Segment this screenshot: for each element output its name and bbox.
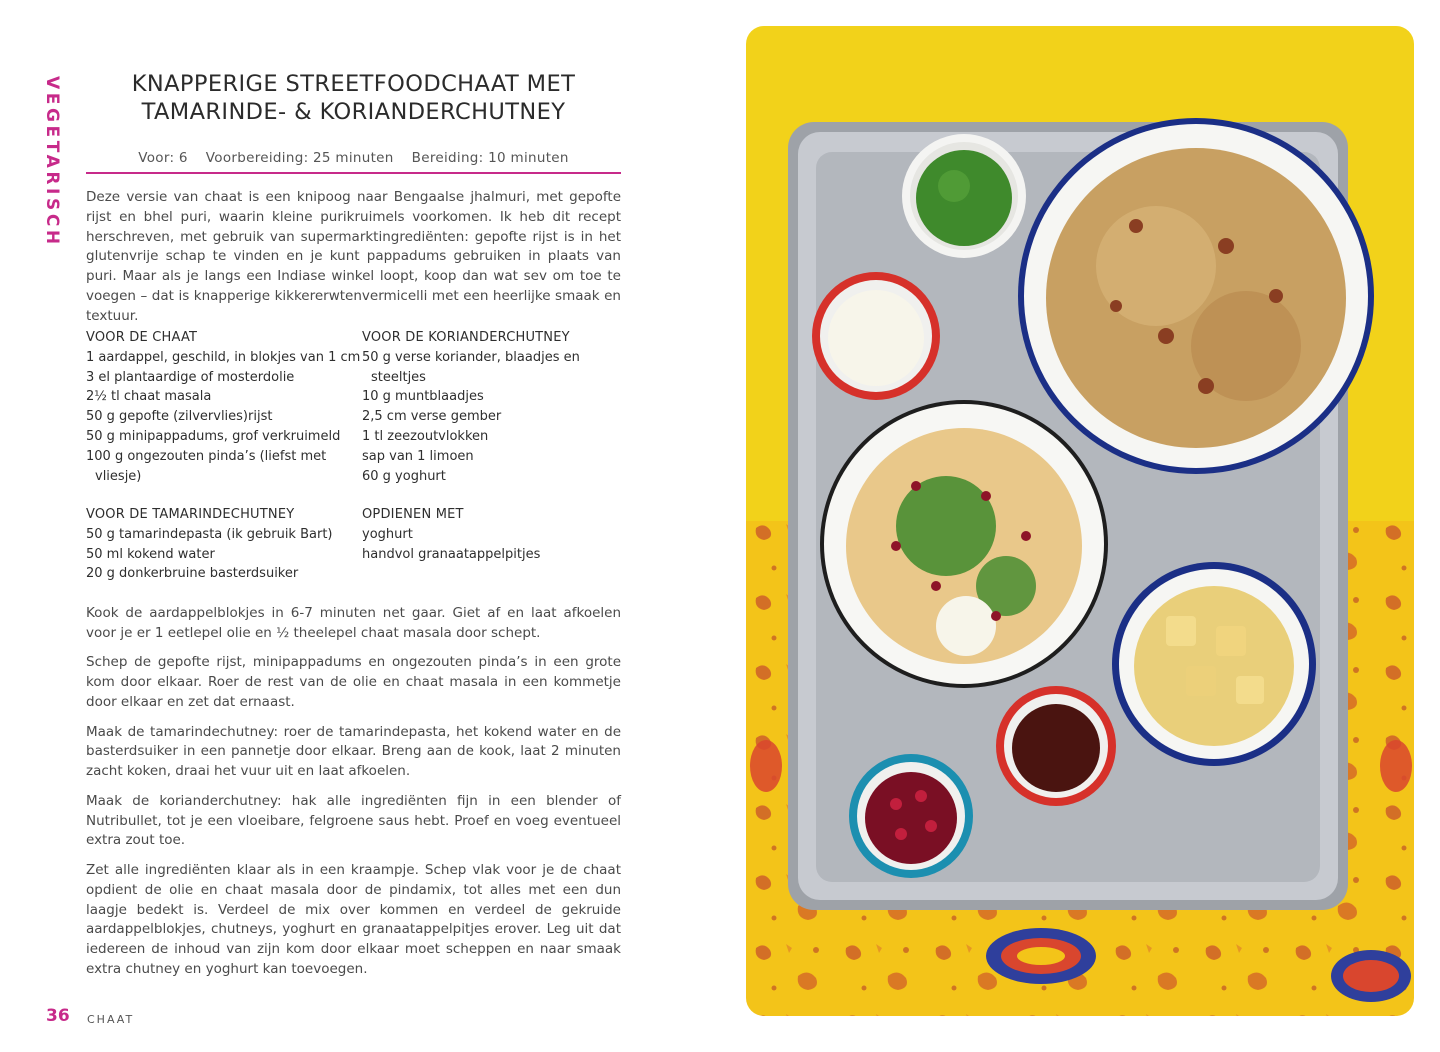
ingredients-heading: OPDIENEN MET — [362, 507, 464, 522]
yoghurt-bowl — [812, 272, 940, 400]
recipe-title-line-2: TAMARINDE- & KORIANDERCHUTNEY — [141, 99, 566, 125]
ingredient-item: 10 g muntblaadjes — [362, 389, 484, 405]
ingredient-item: 50 g tamarindepasta (ik gebruik Bart) — [86, 526, 333, 542]
page-number: 36 — [46, 1006, 70, 1026]
ingredients-heading: VOOR DE KORIANDERCHUTNEY — [362, 330, 570, 345]
ingredient-item: steeltjes — [371, 369, 426, 385]
ingredient-item: 50 ml kokend water — [86, 546, 215, 562]
tamarind-chutney-bowl — [996, 686, 1116, 806]
ingredient-item: 100 g ongezouten pinda’s (liefst met — [86, 448, 327, 464]
cook-time-label: Bereiding: 10 minuten — [411, 150, 569, 166]
ingredient-item: handvol granaatappelpitjes — [362, 546, 541, 562]
prep-time-label: Voorbereiding: 25 minuten — [205, 150, 394, 166]
ingredient-item: 1 aardappel, geschild, in blokjes van 1 cm — [86, 349, 361, 365]
ingredient-item: sap van 1 limoen — [362, 448, 474, 464]
ingredient-item: vliesje) — [95, 468, 142, 484]
ingredient-item: 50 g minipappadums, grof verkruimeld — [86, 428, 341, 444]
ingredients-koriander — [362, 328, 580, 486]
ingredient-item: 50 g verse koriander, blaadjes en — [362, 349, 580, 365]
ingredient-item: 3 el plantaardige of mosterdolie — [86, 369, 295, 385]
recipe-title-line-1: KNAPPERIGE STREETFOODCHAAT MET — [131, 71, 576, 97]
category-side-tab — [26, 76, 78, 248]
ingredient-item: 2½ tl chaat masala — [86, 389, 212, 405]
ingredient-item: 60 g yoghurt — [362, 468, 446, 484]
potato-bowl — [1112, 562, 1316, 766]
ingredient-item: 2,5 cm verse gember — [362, 409, 502, 425]
ingredient-item: 20 g donkerbruine basterdsuiker — [86, 566, 299, 582]
ingredient-item: yoghurt — [362, 526, 413, 542]
recipe-intro: Deze versie van chaat is een knipoog naar Bengaalse jhalmuri, met gepofte rijst en bhel puri, waarin kleine purikruimels voorkomen. Ik heb dit recept herschreven, met gebruik van supermarktingrediënten: gepofte rijst is in het glutenvrije schap te vinden en je kunt pappadums gebruiken in plaats van puri. Maar als je langs een Indiase winkel loopt, koop dan wat sev om toe te voegen – dat is knapperige kikkererwtenvermicelli met een heerlijke smaak en textuur. — [86, 189, 621, 324]
meta-divider — [86, 172, 621, 174]
ingredients-tamarinde — [86, 505, 333, 584]
pomegranate-bowl — [849, 754, 973, 878]
category-label: VEGETARISCH — [42, 76, 62, 248]
ingredient-item: 50 g gepofte (zilvervlies)rijst — [86, 409, 273, 425]
ingredients-opdienen — [362, 505, 540, 564]
ingredients-heading: VOOR DE TAMARINDECHUTNEY — [86, 507, 295, 522]
ingredients-heading: VOOR DE CHAAT — [86, 330, 198, 345]
chapter-name: CHAAT — [87, 1013, 135, 1026]
serves-label: Voor: 6 — [138, 150, 188, 166]
recipe-title — [86, 70, 621, 126]
chaat-bowl — [820, 400, 1108, 688]
method-step: Kook de aardappelblokjes in 6-7 minuten net gaar. Giet af en laat afkoelen voor je er 1 eetlepel olie en ½ theelepel chaat masala door schept. — [86, 605, 621, 641]
ingredients-chaat — [86, 328, 360, 486]
coriander-chutney-bowl — [902, 134, 1026, 258]
method-step: Maak de tamarindechutney: roer de tamarindepasta, het kokend water en de basterdsuiker in een pannetje door elkaar. Breng aan de kook, laat 2 minuten zacht koken, draai het vuur uit en laat afkoelen. — [86, 723, 621, 780]
method-step: Maak de korianderchutney: hak alle ingrediënten fijn in een blender of Nutribullet, tot je een vloeibare, felgroene saus hebt. Proef en voeg eventueel extra zout toe. — [86, 792, 621, 849]
method-steps — [86, 604, 621, 990]
ingredient-item: 1 tl zeezoutvlokken — [362, 428, 489, 444]
puffed-rice-bowl — [1018, 118, 1374, 474]
method-step: Schep de gepofte rijst, minipappadums en ongezouten pinda’s in een grote kom door elkaar. Roer de rest van de olie en chaat masala in een kommetje door elkaar en zet dat ernaast. — [86, 654, 621, 710]
method-step: Zet alle ingrediënten klaar als in een kraampje. Schep vlak voor je de chaat opdient de olie en chaat masala door de pindamix, tot alles met een dun laagje bedekt is. Verdeel de mix over kommen en verdeel de gekruide aardappelblokjes, chutneys, yoghurt en granaatappelpitjes erover. Leg uit dat iedereen de inhoud van zijn kom door elkaar moet scheppen en naar smaak extra chutney en yoghurt kan toevoegen. — [86, 861, 621, 977]
food-photo — [746, 26, 1414, 1016]
recipe-meta — [86, 150, 621, 166]
